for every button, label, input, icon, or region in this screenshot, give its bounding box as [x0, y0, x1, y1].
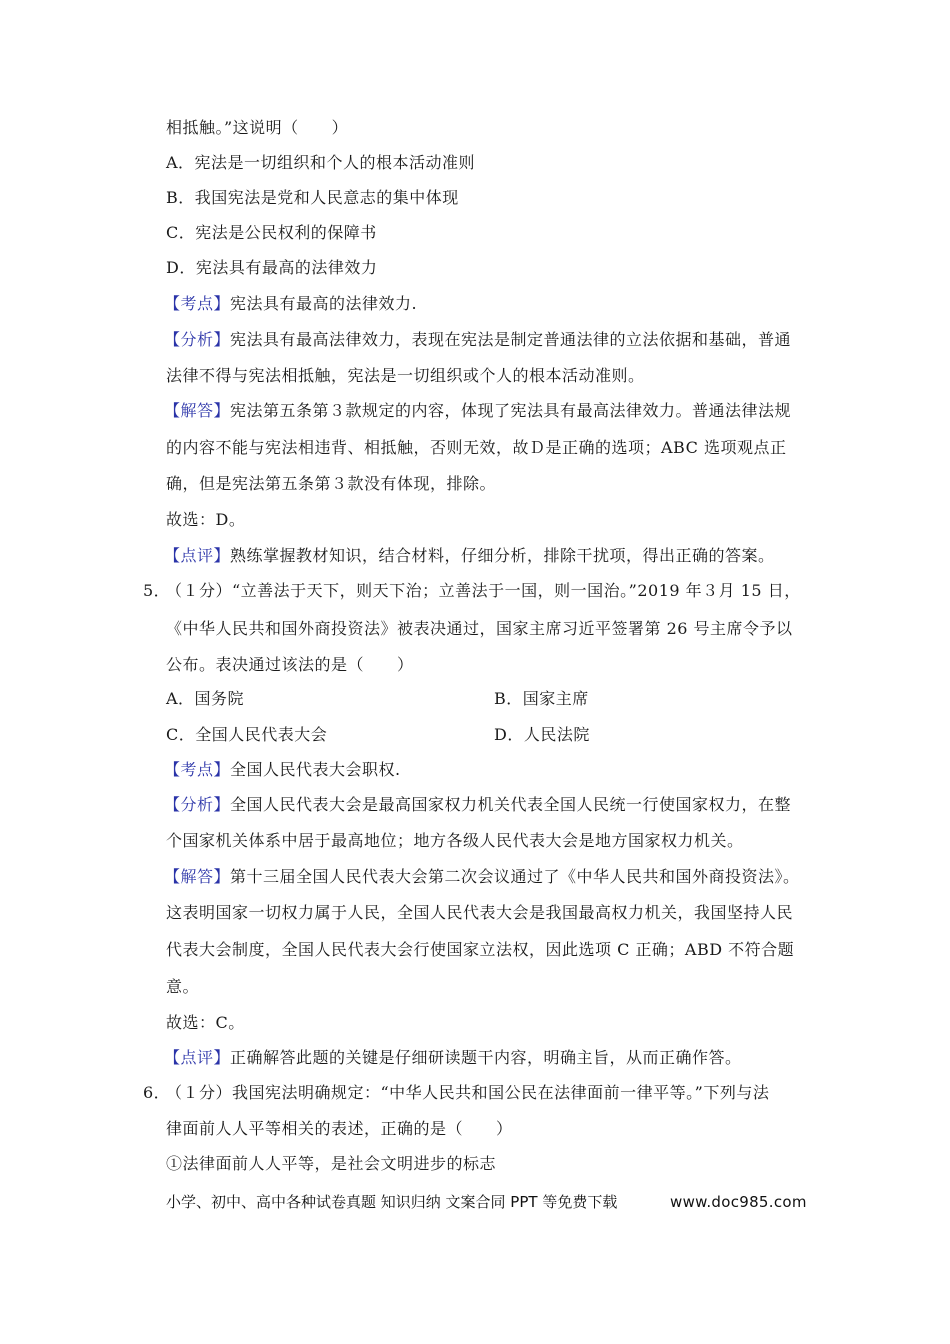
q5-dianping	[164, 1048, 742, 1068]
q4-answer: 故选：D。	[166, 510, 246, 529]
q5-option-a: A．国务院	[166, 689, 245, 708]
q4-option-b: B．我国宪法是党和人民意志的集中体现	[166, 188, 459, 207]
q4-fenxi-line-2: 法律不得与宪法相抵触，宪法是一切组织或个人的根本活动准则。	[166, 366, 645, 385]
kaodian-tag: 【考点】	[164, 294, 231, 313]
q5-number: 5．	[143, 581, 171, 600]
kaodian-tag: 【考点】	[164, 760, 231, 779]
jieda-tag: 【解答】	[164, 867, 231, 886]
q4-dianping	[164, 546, 775, 566]
dianping-text: 熟练掌握教材知识，结合材料，仔细分析，排除干扰项，得出正确的答案。	[230, 546, 775, 565]
q6-stem-line-2: 律面前人人平等相关的表述，正确的是（ ）	[166, 1119, 513, 1138]
fenxi-tag: 【分析】	[164, 795, 231, 814]
dianping-text: 正确解答此题的关键是仔细研读题干内容，明确主旨，从而正确作答。	[230, 1048, 742, 1067]
kaodian-text: 全国人民代表大会职权.	[230, 760, 401, 779]
fenxi-text: 宪法具有最高法律效力，表现在宪法是制定普通法律的立法依据和基础，普通	[230, 330, 792, 349]
q5-answer: 故选：C。	[166, 1013, 245, 1032]
q5-jieda	[164, 867, 800, 887]
q5-option-b: B．国家主席	[494, 689, 589, 708]
footer-site-link[interactable]: www.doc985.com	[670, 1193, 807, 1211]
q5-option-d: D．人民法院	[494, 725, 590, 744]
q4-stem-tail: 相抵触。”这说明（ ）	[166, 118, 349, 137]
q4-jieda	[164, 401, 791, 421]
q5-jieda-line-4: 意。	[166, 977, 200, 996]
q6-stem-line-1: （１分）我国宪法明确规定：“中华人民共和国公民在法律面前一律平等。”下列与法	[166, 1083, 770, 1102]
q5-stem-line-3: 公布。表决通过该法的是（ ）	[166, 655, 414, 674]
q4-option-a: A．宪法是一切组织和个人的根本活动准则	[166, 153, 476, 172]
q5-fenxi	[164, 795, 791, 815]
q4-kaodian	[164, 294, 417, 314]
footer-text: 小学、初中、高中各种试卷真题 知识归纳 文案合同 PPT 等免费下载	[166, 1193, 618, 1211]
q4-option-d: D．宪法具有最高的法律效力	[166, 258, 378, 277]
q5-jieda-line-3: 代表大会制度，全国人民代表大会行使国家立法权，因此选项 C 正确；ABD 不符合题	[166, 940, 795, 959]
q6-item-1: ①法律面前人人平等，是社会文明进步的标志	[166, 1154, 497, 1173]
q4-jieda-line-3: 确，但是宪法第五条第３款没有体现，排除。	[166, 474, 497, 493]
dianping-tag: 【点评】	[164, 1048, 231, 1067]
q4-jieda-line-2: 的内容不能与宪法相违背、相抵触，否则无效，故Ｄ是正确的选项；ABC 选项观点正	[166, 438, 787, 457]
q4-option-c: C．宪法是公民权利的保障书	[166, 223, 377, 242]
jieda-text: 第十三届全国人民代表大会第二次会议通过了《中华人民共和国外商投资法》。	[230, 867, 800, 886]
kaodian-text: 宪法具有最高的法律效力.	[230, 294, 418, 313]
q5-jieda-line-2: 这表明国家一切权力属于人民，全国人民代表大会是我国最高权力机关，我国坚持人民	[166, 903, 794, 922]
q5-stem-line-2: 《中华人民共和国外商投资法》被表决通过，国家主席习近平签署第 26 号主席令予以	[166, 619, 793, 638]
q5-kaodian	[164, 760, 401, 780]
q5-option-c: C．全国人民代表大会	[166, 725, 328, 744]
fenxi-tag: 【分析】	[164, 330, 231, 349]
jieda-tag: 【解答】	[164, 401, 231, 420]
q5-fenxi-line-2: 个国家机关体系中居于最高地位；地方各级人民代表大会是地方国家权力机关。	[166, 831, 744, 850]
jieda-text: 宪法第五条第３款规定的内容，体现了宪法具有最高法律效力。普通法律法规	[230, 401, 792, 420]
fenxi-text: 全国人民代表大会是最高国家权力机关代表全国人民统一行使国家权力，在整	[230, 795, 792, 814]
q5-stem-line-1: （１分）“立善法于天下，则天下治；立善法于一国，则一国治。”2019 年３月 15 日，	[166, 581, 801, 600]
q4-fenxi	[164, 330, 791, 350]
dianping-tag: 【点评】	[164, 546, 231, 565]
page-footer	[166, 1192, 807, 1212]
q6-number: 6．	[143, 1083, 171, 1102]
